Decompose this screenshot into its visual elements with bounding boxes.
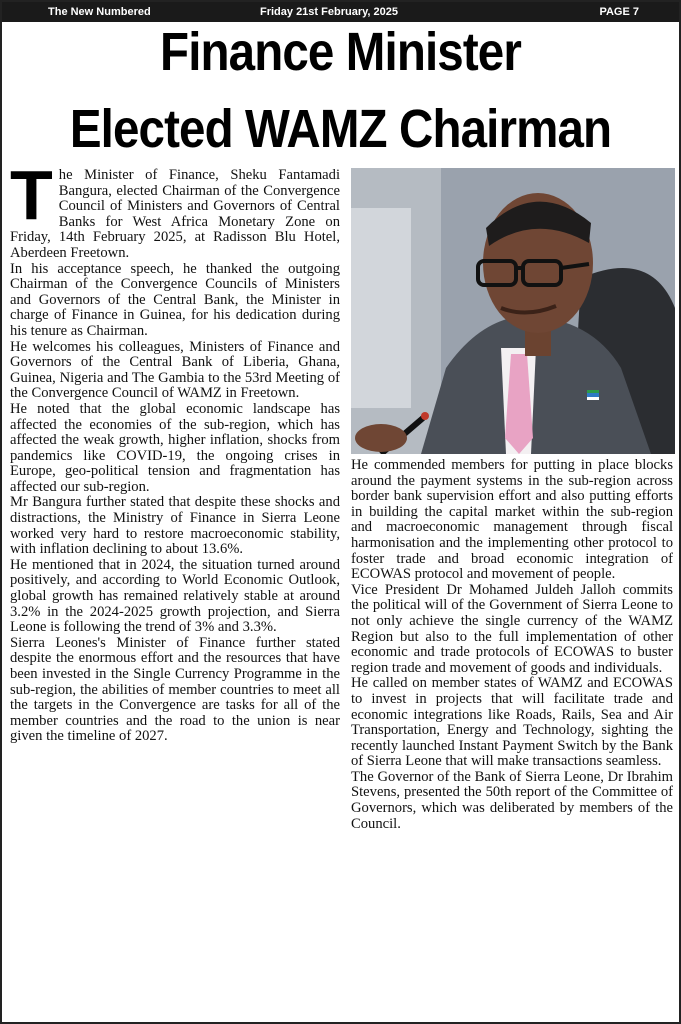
page-header-bar bbox=[2, 2, 679, 22]
article-paragraph-11: The Governor of the Bank of Sierra Leone, Dr Ibrahim Stevens, presented the 50th report of the Committee of Governors, which was deliberated by members of the Council. bbox=[351, 768, 673, 832]
article-paragraph-6: He mentioned that in 2024, the situation turned around positively, and according to World Economic Outlook, global growth has remained relatively stable at around 3.2% in the 2024-2025 growth projection, and Sierra Leone is following the trend of 3% and 3.3%. bbox=[10, 556, 340, 636]
minister-photo-illustration bbox=[351, 168, 675, 454]
publication-name: The New Numbered bbox=[48, 6, 151, 18]
article-paragraph-1 bbox=[10, 156, 340, 262]
issue-date: Friday 21st February, 2025 bbox=[260, 6, 398, 18]
headline-line-2: Elected WAMZ Chairman bbox=[69, 99, 612, 159]
article-paragraph-8: He commended members for putting in place blocks around the payment systems in the sub-region across border bank supervision effort and also putting efforts in building the capital market within the sub-region and macroeconomic management through fiscal harmonisation and the implementing other protocol to foster trade and broad economic integration of ECOWAS protocol and movement of people. bbox=[351, 457, 673, 583]
minister-photo bbox=[351, 168, 675, 454]
article-paragraph-4: He noted that the global economic landscape has affected the economies of the sub-region, which has affected the weak growth, higher inflation, shocks from pandemics like COVID-19, the ongoing crises in Europe, geo-political tension and fragmentation has affected our sub-region. bbox=[10, 400, 340, 495]
page-number: PAGE 7 bbox=[599, 6, 639, 18]
paragraph-1-text: he Minister of Finance, Sheku Fantamadi Bangura, elected Chairman of the Convergence Council of Ministers and Governors of Central Banks for West Africa Monetary Zone on Friday, 14th February 2025, at Radisson Blu Hotel, Aberdeen Freetown. bbox=[10, 167, 340, 261]
article-paragraph-9: Vice President Dr Mohamed Juldeh Jalloh commits the political will of the Government of Sierra Leone to not only achieve the single currency of the WAMZ Region but also to the full implementation of other economic and trade protocols of ECOWAS to buster region trade and movement of goods and individuals. bbox=[351, 581, 673, 676]
drop-cap: T bbox=[10, 156, 53, 234]
article-column-left bbox=[10, 156, 340, 745]
article-paragraph-2: In his acceptance speech, he thanked the outgoing Chairman of the Convergence Councils of Ministers and Governors of the Central Bank, the Minister in charge of Finance in Guinea, for his dedication during his tenure as Chairman. bbox=[10, 260, 340, 339]
article-paragraph-5: Mr Bangura further stated that despite these shocks and distractions, the Ministry of Finance in Sierra Leone worked very hard to restore macroeconomic stability, with inflation declining to about 13.6%. bbox=[10, 494, 340, 558]
article-column-right bbox=[351, 458, 673, 832]
article-paragraph-7: Sierra Leones's Minister of Finance further stated despite the enormous effort and the resources that have been invested in the Single Currency Programme in the sub-region, the abilities of member countries to meet all the targets in the Convergence are tasks for all of the member countries and the road to the union is near given the timeline of 2027. bbox=[10, 634, 340, 745]
headline-line-1: Finance Minister bbox=[160, 22, 521, 82]
article-paragraph-10: He called on member states of WAMZ and ECOWAS to invest in projects that will facilitate trade and economic integrations like Roads, Rails, Sea and Air Transportation, Energy and Technology, sighting the recently launched Instant Payment Switch by the Bank of Sierra Leone that will make transactions seamless. bbox=[351, 675, 673, 770]
article-paragraph-3: He welcomes his colleagues, Ministers of Finance and Governors of the Central Bank of Liberia, Ghana, Guinea, Nigeria and The Gambia to the 53rd Meeting of the Convergence Council of WAMZ in Freetown. bbox=[10, 338, 340, 402]
